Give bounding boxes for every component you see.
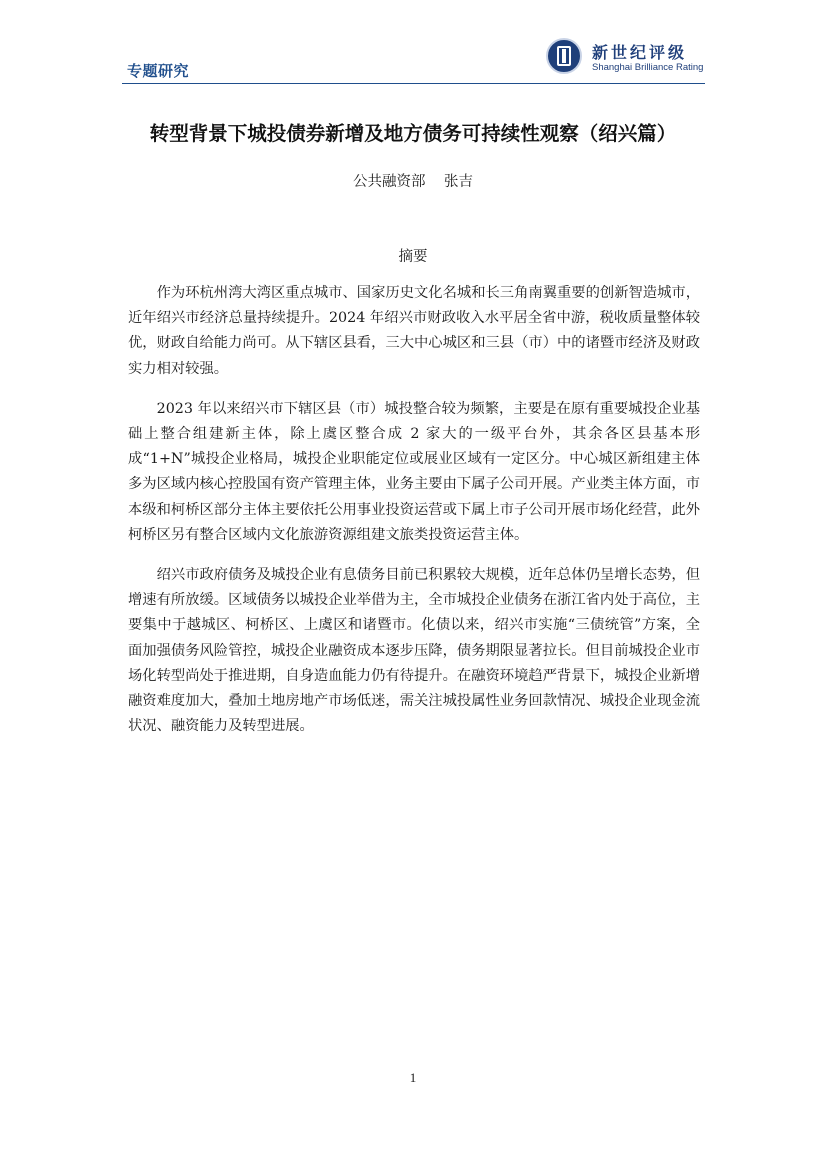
logo-english-name: Shanghai Brilliance Rating bbox=[592, 62, 704, 73]
abstract-paragraph: 2023 年以来绍兴市下辖区县（市）城投整合较为频繁，主要是在原有重要城投企业基础上整合组建新主体，除上虞区整合成 2 家大的一级平台外，其余各区县基本形成“1+N”城投企业格局，城投企业职能定位或展业区域有一定区分。中心城区新组建主体多为区域内核心控股国有资产管理主体，业务主要由下属子公司开展。产业类主体方面，市本级和柯桥区部分主体主要依托公用事业投资运营或下属上市子公司开展市场化经营，此外柯桥区另有整合区域内文化旅游资源组建文旅类投资运营主体。 bbox=[128, 400, 700, 543]
abstract-body bbox=[128, 281, 700, 754]
abstract-paragraph: 绍兴市政府债务及城投企业有息债务目前已积累较大规模，近年总体仍呈增长态势，但增速有所放缓。区域债务以城投企业举借为主，全市城投企业债务在浙江省内处于高位，主要集中于越城区、柯桥区、上虞区和诸暨市。化债以来，绍兴市实施“三债统管”方案，全面加强债务风险管控，城投企业融资成本逐步压降，债务期限显著拉长。但目前城投企业市场化转型尚处于推进期，自身造血能力仍有待提升。在融资环境趋严背景下，城投企业新增融资难度加大，叠加土地房地产市场低迷，需关注城投属性业务回款情况、城投企业现金流状况、融资能力及转型进展。 bbox=[128, 567, 700, 735]
abstract-paragraph: 作为环杭州湾大湾区重点城市、国家历史文化名城和长三角南翼重要的创新智造城市，近年绍兴市经济总量持续提升。2024 年绍兴市财政收入水平居全省中游，税收质量整体较优，财政自给能力尚可。从下辖区县看，三大中心城区和三县（市）中的诸暨市经济及财政实力相对较强。 bbox=[128, 285, 700, 377]
company-logo bbox=[546, 38, 706, 78]
document-title: 转型背景下城投债券新增及地方债务可持续性观察（绍兴篇） bbox=[149, 122, 677, 145]
page-header bbox=[0, 0, 826, 90]
page-number: 1 bbox=[409, 1070, 417, 1085]
section-label: 专题研究 bbox=[127, 62, 190, 80]
header-divider bbox=[122, 83, 705, 84]
logo-chinese-name: 新世纪评级 bbox=[592, 43, 688, 62]
logo-emblem-icon bbox=[546, 38, 582, 74]
document-authors: 公共融资部 张吉 bbox=[353, 174, 473, 190]
abstract-heading: 摘要 bbox=[398, 249, 428, 265]
